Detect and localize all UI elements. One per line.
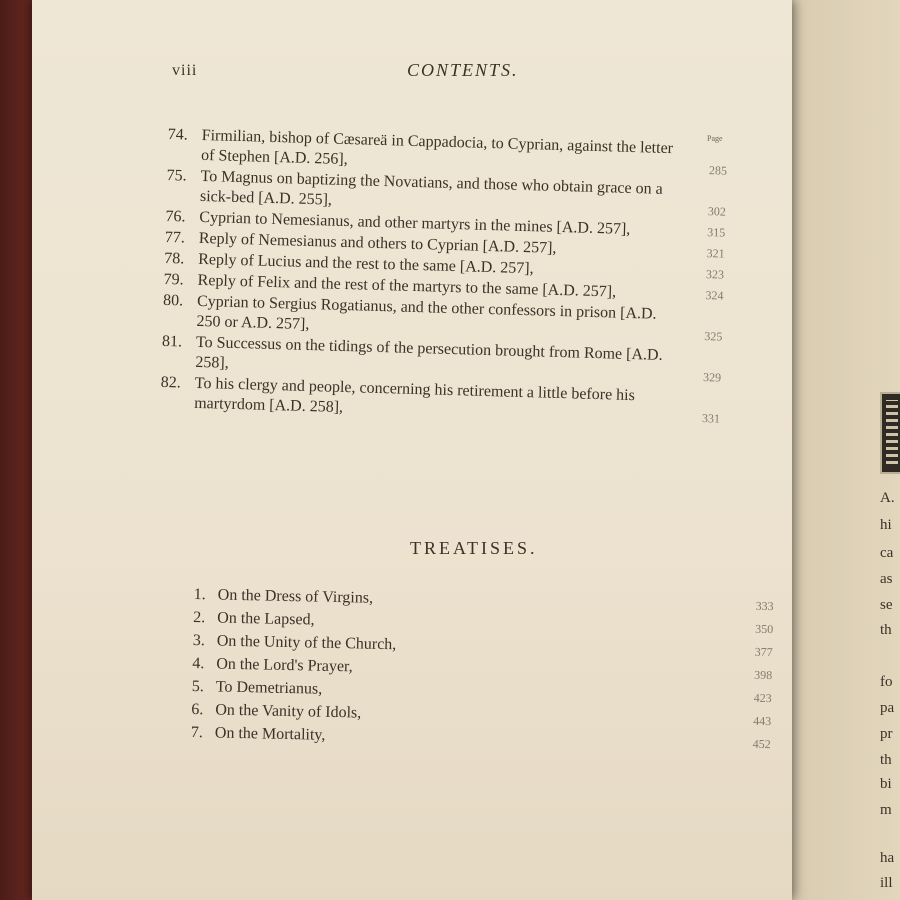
entry-number: 5. [191, 677, 205, 696]
entry-title: On the Unity of the Church, [216, 632, 397, 654]
entry-page: 315 [707, 225, 726, 240]
entry-title: Firmilian, bishop of Cæsareä in Cappadocia, to Cyprian, against the letter of Stephen [A.D. 256], [200, 126, 674, 169]
entry-number: 6. [191, 700, 204, 719]
entry-number: 3. [192, 631, 205, 650]
facing-fragment: th [880, 622, 892, 638]
entry-title: To his clergy and people, concerning his retirement a little before his martyrdom [A.D. 258], [194, 374, 636, 416]
facing-fragment: A. [880, 490, 895, 506]
facing-fragment: th [880, 752, 892, 768]
entry-page: 321 [706, 246, 725, 261]
entry-title: Reply of Felix and the rest of the martyrs to the same [A.D. 257], [197, 271, 617, 301]
entry-number: 74. [167, 125, 188, 144]
entry-title: Cyprian to Sergius Rogatianus, and the other confessors in prison [A.D. 250 or A.D. 257], [196, 292, 657, 334]
facing-fragment: pr [880, 726, 893, 742]
entry-page: 323 [705, 267, 725, 282]
page-number: viii [172, 62, 198, 79]
facing-fragment: se [880, 597, 893, 613]
facing-fragment: as [880, 571, 893, 587]
facing-fragment: m [880, 802, 892, 818]
entry-page: 331 [701, 411, 721, 426]
entry-number: 4. [192, 654, 205, 673]
entry-title: To Demetrianus, [215, 678, 323, 698]
running-title: CONTENTS. [407, 60, 519, 80]
entry-number: 7. [190, 723, 204, 742]
entry-title: Reply of Nemesianus and others to Cyprian [A.D. 257], [198, 229, 557, 257]
entry-number: 80. [162, 291, 184, 310]
epistles-list [160, 125, 728, 430]
entry-page: 329 [702, 370, 722, 385]
entry-page: 302 [707, 204, 726, 219]
entry-title: Cyprian to Nemesianus, and other martyrs in the mines [A.D. 257], [199, 208, 631, 238]
entry-page: 452 [752, 736, 771, 752]
ornament-image [880, 392, 900, 474]
facing-fragment: ill [880, 875, 893, 891]
facing-fragment: bi [880, 776, 892, 792]
entry-number: 79. [163, 270, 184, 289]
book-page [32, 0, 792, 900]
entry-page: 377 [754, 644, 773, 660]
entry-number: 76. [165, 207, 186, 226]
facing-fragment: pa [880, 700, 895, 716]
entry-page: 333 [755, 598, 774, 614]
entry-page: 324 [705, 288, 724, 303]
facing-fragment: hi [880, 517, 892, 533]
entry-number: 1. [193, 585, 206, 604]
entry-page: 285 [708, 163, 728, 178]
entry-number: 82. [160, 373, 182, 392]
facing-fragment: ca [880, 545, 894, 561]
entry-title: On the Mortality, [214, 724, 326, 744]
treatises-list [191, 583, 774, 756]
entry-title: On the Lapsed, [217, 609, 315, 629]
entry-page: 398 [754, 667, 773, 683]
entry-page: 325 [704, 329, 723, 344]
entry-page: 350 [755, 621, 774, 637]
entry-number: 81. [161, 332, 183, 351]
entry-number: 77. [164, 228, 186, 247]
entry-title: On the Dress of Virgins, [217, 586, 374, 607]
entry-number: 2. [193, 608, 206, 627]
entry-title: On the Lord's Prayer, [216, 655, 353, 676]
entry-number: 75. [166, 166, 187, 185]
entry-page: 423 [753, 690, 772, 706]
entry-title: To Magnus on baptizing the Novatians, and those who obtain grace on a sick-bed [A.D. 255], [199, 167, 663, 209]
facing-fragment: ha [880, 850, 895, 866]
facing-fragment: fo [880, 674, 893, 690]
entry-title: Reply of Lucius and the rest to the same [A.D. 257], [198, 250, 534, 278]
entry-title: On the Vanity of Idols, [215, 701, 362, 722]
entry-number: 78. [164, 249, 185, 268]
entry-page: 443 [753, 713, 772, 729]
entry-title: To Successus on the tidings of the persecution brought from Rome [A.D. 258], [195, 333, 663, 372]
section-heading-treatises: TREATISES. [410, 538, 538, 558]
page-column-label: Page [707, 134, 723, 143]
